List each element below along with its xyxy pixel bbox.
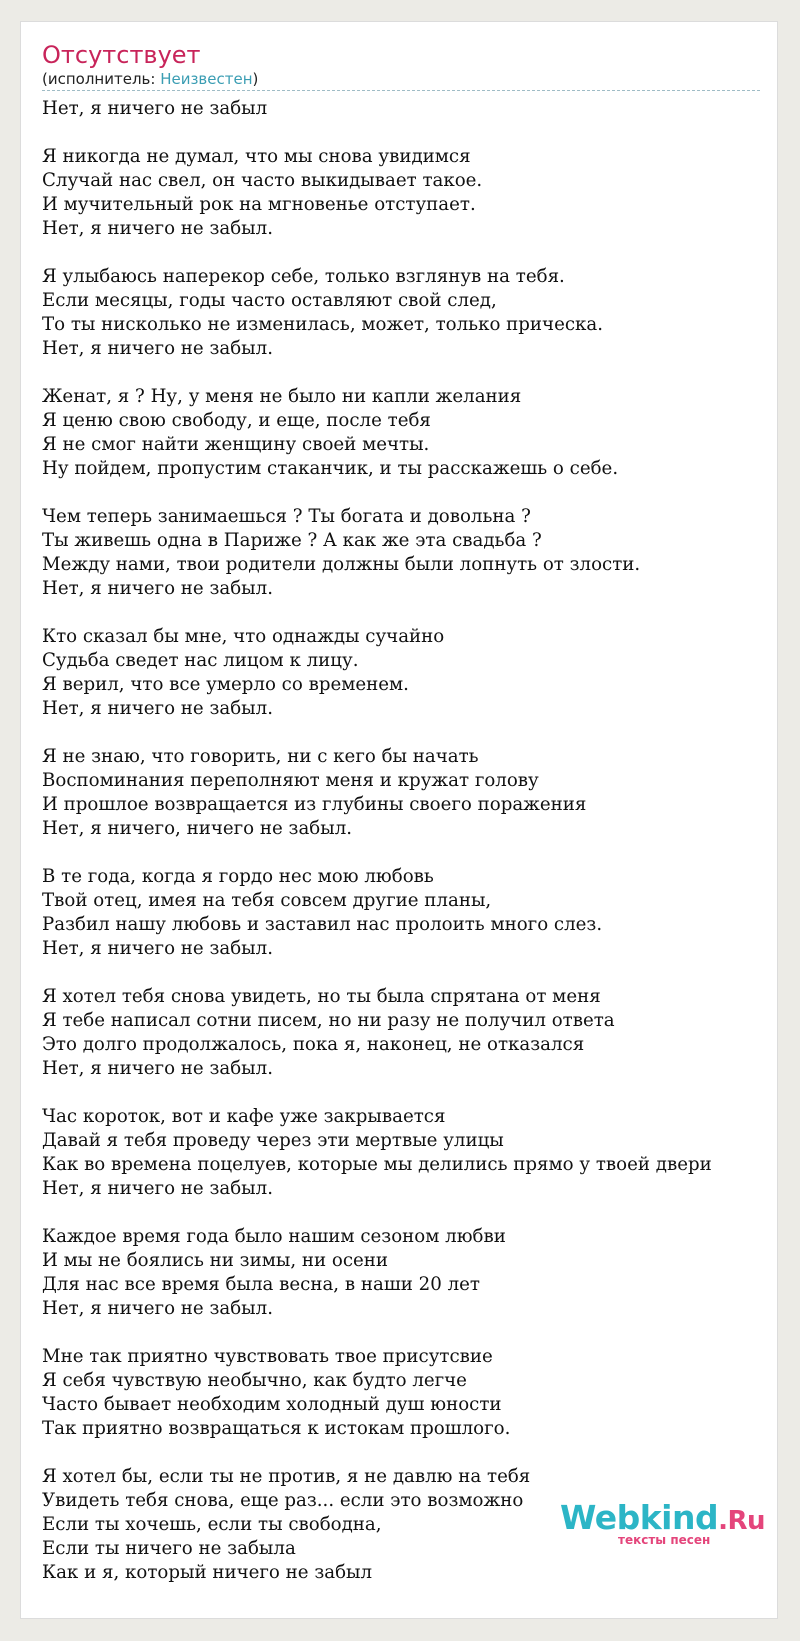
lyric-line: Час короток, вот и кафе уже закрывается (42, 1106, 446, 1127)
artist-link[interactable]: Неизвестен (160, 70, 253, 88)
logo-tld-text: .Ru (718, 1506, 766, 1536)
lyric-line: Кто сказал бы мне, что однажды сучайно (42, 626, 445, 647)
lyric-line: В те года, когда я гордо нес мою любовь (42, 866, 434, 887)
lyric-line: Я верил, что все умерло со временем. (42, 674, 409, 695)
stanza-break (42, 1081, 777, 1105)
lyric-line: Нет, я ничего не забыл. (42, 698, 273, 719)
lyric-line: Я хотел тебя снова увидеть, но ты была спрятана от меня (42, 986, 601, 1007)
lyric-line: Судьба сведет нас лицом к лицу. (42, 650, 359, 671)
lyric-line: Я улыбаюсь наперекор себе, только взглянув на тебя. (42, 266, 565, 287)
lyrics-text (42, 97, 777, 1585)
site-logo[interactable] (560, 1498, 766, 1560)
lyric-line: То ты нисколько не изменилась, может, только прическа. (42, 314, 604, 335)
stanza-break (42, 1441, 777, 1465)
logo-tagline: тексты песен (618, 1533, 711, 1547)
artist-suffix: ) (252, 70, 259, 88)
lyric-line: Я не знаю, что говорить, ни с кего бы начать (42, 746, 479, 767)
lyric-line: Часто бывает необходим холодный душ юности (42, 1394, 502, 1415)
lyric-line: Так приятно возвращаться к истокам прошлого. (42, 1418, 511, 1439)
lyric-line: И мучительный рок на мгновенье отступает. (42, 194, 476, 215)
lyric-line: Нет, я ничего не забыл. (42, 218, 273, 239)
lyric-line: Как во времена поцелуев, которые мы делились прямо у твоей двери (42, 1154, 712, 1175)
lyric-line: Нет, я ничего, ничего не забыл. (42, 818, 353, 839)
stanza-break (42, 841, 777, 865)
lyric-line: Это долго продолжалось, пока я, наконец, не отказался (42, 1034, 585, 1055)
stanza-break (42, 121, 777, 145)
lyric-line: Если ты хочешь, если ты свободна, (42, 1514, 382, 1535)
lyric-line: Я тебе написал сотни писем, но ни разу не получил ответа (42, 1010, 615, 1031)
lyrics-card (20, 21, 778, 1619)
lyric-line: Если ты ничего не забыла (42, 1538, 296, 1559)
lyric-line: И мы не боялись ни зимы, ни осени (42, 1250, 389, 1271)
stanza-break (42, 601, 777, 625)
stanza-break (42, 961, 777, 985)
stanza-break (42, 361, 777, 385)
lyric-line: Я не смог найти женщину своей мечты. (42, 434, 430, 455)
stanza-break (42, 481, 777, 505)
lyric-line: Нет, я ничего не забыл (42, 98, 268, 119)
lyric-line: Если месяцы, годы часто оставляют свой след, (42, 290, 497, 311)
lyric-line: Каждое время года было нашим сезоном любви (42, 1226, 506, 1247)
lyric-line: Я хотел бы, если ты не против, я не давлю на тебя (42, 1466, 531, 1487)
stanza-break (42, 721, 777, 745)
stanza-break (42, 241, 777, 265)
lyric-line: Случай нас свел, он часто выкидывает такое. (42, 170, 483, 191)
song-header (42, 40, 760, 91)
lyric-line: Нет, я ничего не забыл. (42, 1298, 273, 1319)
lyric-line: Я никогда не думал, что мы снова увидимся (42, 146, 471, 167)
lyric-line: Ты живешь одна в Париже ? А как же эта свадьба ? (42, 530, 542, 551)
lyric-line: Нет, я ничего не забыл. (42, 338, 273, 359)
artist-prefix: (исполнитель: (42, 70, 161, 88)
lyric-line: Для нас все время была весна, в наши 20 лет (42, 1274, 480, 1295)
lyric-line: Увидеть тебя снова, еще раз... если это возможно (42, 1490, 524, 1511)
lyric-line: Нет, я ничего не забыл. (42, 938, 273, 959)
lyric-line: Женат, я ? Ну, у меня не было ни капли желания (42, 386, 522, 407)
stanza-break (42, 1201, 777, 1225)
lyric-line: Мне так приятно чувствовать твое присутсвие (42, 1346, 493, 1367)
lyric-line: Нет, я ничего не забыл. (42, 578, 273, 599)
lyric-line: Как и я, который ничего не забыл (42, 1562, 373, 1583)
lyric-line: Давай я тебя проведу через эти мертвые улицы (42, 1130, 504, 1151)
lyric-line: Твой отец, имея на тебя совсем другие планы, (42, 890, 492, 911)
lyric-line: Чем теперь занимаешься ? Ты богата и довольна ? (42, 506, 531, 527)
logo-main-text: Webkind (560, 1498, 719, 1537)
lyric-line: Между нами, твои родители должны были лопнуть от злости. (42, 554, 641, 575)
song-title: Отсутствует (42, 41, 201, 69)
lyric-line: Воспоминания переполняют меня и кружат голову (42, 770, 539, 791)
lyric-line: Разбил нашу любовь и заставил нас пролоить много слез. (42, 914, 603, 935)
artist-line (42, 70, 760, 88)
lyric-line: Нет, я ничего не забыл. (42, 1058, 273, 1079)
stanza-break (42, 1321, 777, 1345)
lyric-line: И прошлое возвращается из глубины своего поражения (42, 794, 587, 815)
lyric-line: Нет, я ничего не забыл. (42, 1178, 273, 1199)
lyric-line: Я себя чувствую необычно, как будто легче (42, 1370, 467, 1391)
lyric-line: Я ценю свою свободу, и еще, после тебя (42, 410, 431, 431)
lyric-line: Ну пойдем, пропустим стаканчик, и ты расскажешь о себе. (42, 458, 619, 479)
